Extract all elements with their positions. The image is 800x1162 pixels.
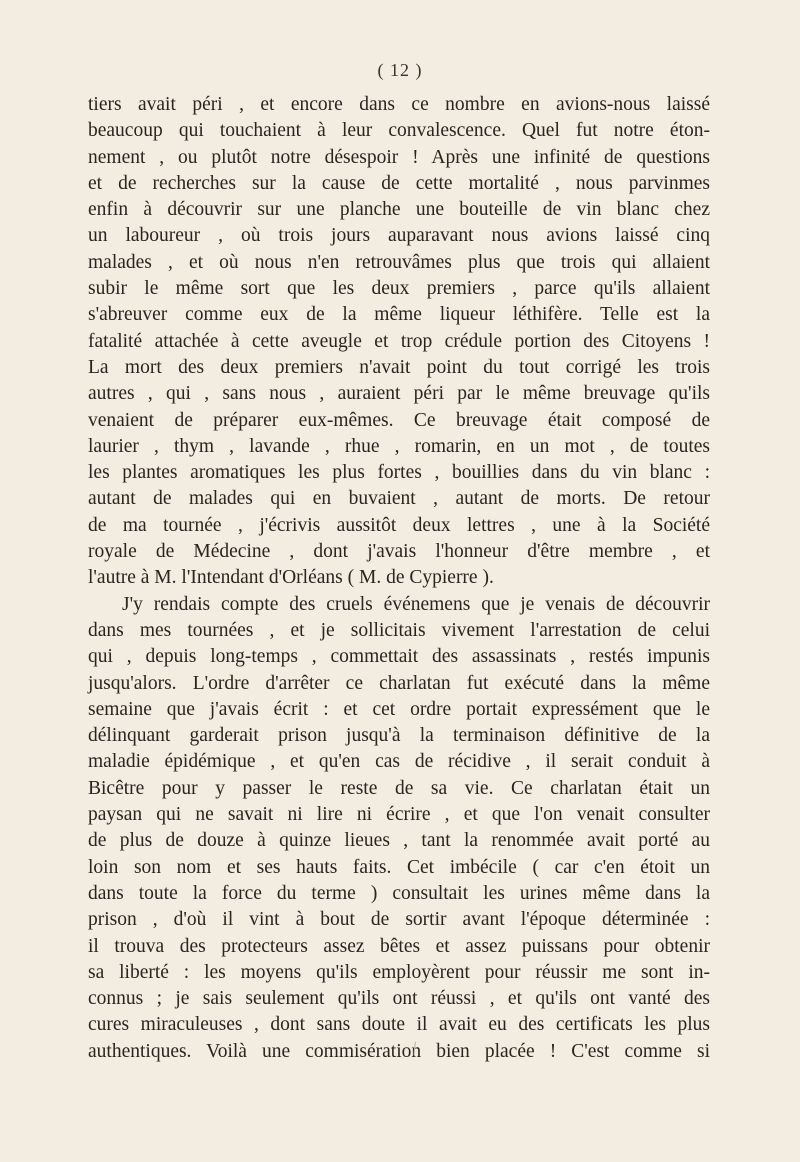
text-line: cures miraculeuses , dont sans doute il avait eu des certificats les plus [88, 1014, 710, 1036]
text-line: s'abreuver comme eux de la même liqueur léthifère. Telle est la [88, 304, 710, 326]
page-number: ( 12 ) [377, 60, 423, 80]
text-line: fatalité attachée à cette aveugle et trop crédule portion des Citoyens ! [88, 330, 710, 352]
text-line: enfin à découvrir sur une planche une bouteille de vin blanc chez [88, 199, 710, 221]
text-line: La mort des deux premiers n'avait point du tout corrigé les trois [88, 356, 710, 378]
text-line: jusqu'alors. L'ordre d'arrêter ce charlatan fut exécuté dans la même [88, 672, 710, 694]
text-line: et de recherches sur la cause de cette mortalité , nous parvinmes [88, 172, 710, 194]
text-line: Bicêtre pour y passer le reste de sa vie. Ce charlatan était un [88, 777, 710, 799]
text-line: tiers avait péri , et encore dans ce nombre en avions-nous laissé [88, 94, 710, 115]
text-line: subir le même sort que les deux premiers , parce qu'ils allaient [88, 278, 710, 300]
text-line: de ma tournée , j'écrivis aussitôt deux lettres , une à la Société [88, 514, 710, 536]
text-line: délinquant garderait prison jusqu'à la terminaison définitive de la [88, 725, 710, 747]
text-line: beaucoup qui touchaient à leur convalescence. Quel fut notre éton- [88, 120, 710, 142]
text-line: loin son nom et ses hauts faits. Cet imbécile ( car c'en étoit un [88, 856, 710, 878]
text-line: qui , depuis long-temps , commettait des assassinats , restés impunis [88, 646, 710, 668]
text-line: autant de malades qui en buvaient , autant de morts. De retour [88, 488, 710, 510]
text-line: malades , et où nous n'en retrouvâmes plus que trois qui allaient [88, 251, 710, 273]
text-line: semaine que j'avais écrit : et cet ordre portait expressément que le [88, 698, 710, 720]
text-line: les plantes aromatiques les plus fortes , bouillies dans du vin blanc : [88, 462, 710, 484]
text-line: nement , ou plutôt notre désespoir ! Après une infinité de questions [88, 146, 710, 168]
text-line: venaient de préparer eux-mêmes. Ce breuvage était composé de [88, 409, 710, 431]
text-line: l'autre à M. l'Intendant d'Orléans ( M. de Cypierre ). [88, 567, 494, 589]
text-line: maladie épidémique , et qu'en cas de récidive , il serait conduit à [88, 751, 710, 773]
text-line: paysan qui ne savait ni lire ni écrire , et que l'on venait consulter [88, 804, 710, 826]
text-line: dans mes tournées , et je sollicitais vivement l'arrestation de celui [88, 619, 710, 641]
text-line: il trouva des protecteurs assez bêtes et assez puissans pour obtenir [88, 935, 710, 957]
body-text [88, 92, 710, 1065]
text-line: de plus de douze à quinze lieues , tant la renommée avait porté au [88, 830, 710, 852]
text-line: autres , qui , sans nous , auraient péri par le même breuvage qu'ils [88, 383, 710, 405]
text-line: prison , d'où il vint à bout de sortir avant l'époque déterminée : [88, 909, 710, 931]
text-line: connus ; je sais seulement qu'ils ont réussi , et qu'ils ont vanté des [88, 988, 710, 1010]
text-line: authentiques. Voilà une commisération bien placée ! C'est comme si [88, 1040, 710, 1062]
text-line: laurier , thym , lavande , rhue , romarin, en un mot , de toutes [88, 435, 710, 457]
paragraph-start-line: J'y rendais compte des cruels événemens que je venais de découvrir [122, 593, 710, 615]
text-line: sa liberté : les moyens qu'ils employèrent pour réussir me sont in- [88, 961, 710, 983]
text-line: dans toute la force du terme ) consultait les urines même dans la [88, 882, 710, 904]
text-line: un laboureur , où trois jours auparavant nous avions laissé cinq [88, 225, 710, 247]
text-line: royale de Médecine , dont j'avais l'honneur d'être membre , et [88, 541, 710, 563]
